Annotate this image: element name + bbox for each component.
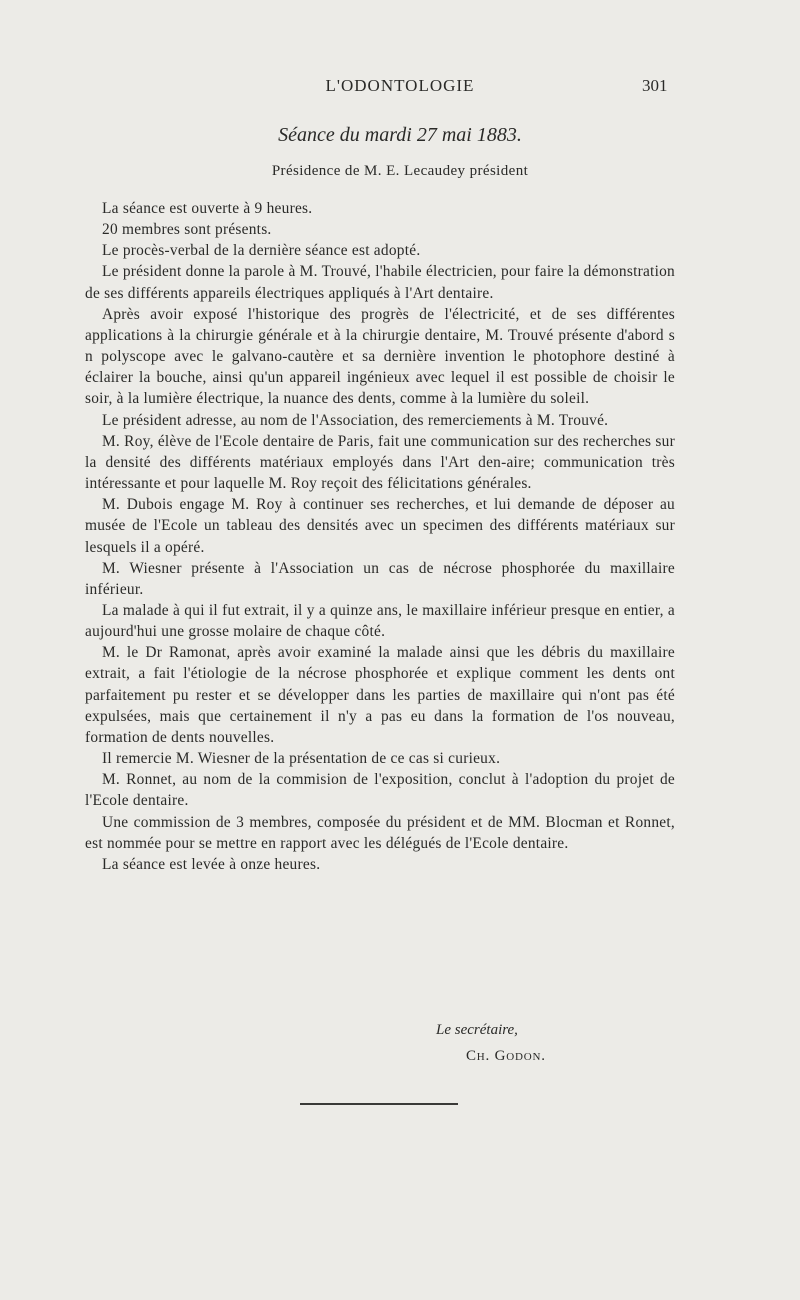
paragraph: La séance est ouverte à 9 heures. xyxy=(102,200,313,217)
paragraph: Le président adresse, au nom de l'Association, des remerciements à M. Trouvé. xyxy=(102,411,609,429)
signature-name: Ch. Godon. xyxy=(466,1048,546,1064)
running-head xyxy=(0,76,800,100)
paragraph: M. Roy, élève de l'Ecole dentaire de Paris, fait une communication sur des recherches sur la densité des différents matériaux employés dans l'Art den-aire; communication très intéressante et pour laquelle M. Roy reçoit des félicitations générales. xyxy=(85,432,675,493)
paragraph: Après avoir exposé l'historique des progrès de l'électricité, et de ses différentes applications à la chirurgie générale et à la chirurgie dentaire, M. Trouvé présente d'abord s n polyscope avec le galvano-cautère et sa dernière invention le photophore destiné à éclairer la bouche, ainsi qu'un appareil ingénieux avec lequel il est possible de choisir le soir, à la lumière électrique, la nuance des dents, comme à la lumière du soleil. xyxy=(85,305,675,408)
paragraph: 20 membres sont présents. xyxy=(102,221,272,239)
paragraph: La malade à qui il fut extrait, il y a quinze ans, le maxillaire inférieur presque en entier, a aujourd'hui une grosse molaire de chaque côté. xyxy=(85,601,675,641)
signature-role: Le secrétaire, xyxy=(436,1022,518,1038)
presidency-line: Présidence de M. E. Lecaudey président xyxy=(271,163,529,179)
page-number: 301 xyxy=(642,76,668,95)
paragraph: M. Ronnet, au nom de la commision de l'exposition, conclut à l'adoption du projet de l'Ecole dentaire. xyxy=(85,771,675,810)
paragraph: Le président donne la parole à M. Trouvé, l'habile électricien, pour faire la démonstration de ses différents appareils électriques appliqués à l'Art dentaire. xyxy=(85,263,675,302)
paragraph: M. Wiesner présente à l'Association un cas de nécrose phosphorée du maxillaire inférieur. xyxy=(85,559,675,598)
paragraph: Une commission de 3 membres, composée du président et de MM. Blocman et Ronnet, est nommée pour se mettre en rapport avec les délégués de l'Ecole dentaire. xyxy=(85,813,675,852)
paragraph: M. Dubois engage M. Roy à continuer ses recherches, et lui demande de déposer au musée de l'Ecole un tableau des densités avec un specimen des différents matériaux sur lesquels il a opéré. xyxy=(85,496,675,556)
paragraph: Le procès-verbal de la dernière séance est adopté. xyxy=(102,242,421,260)
paragraph: M. le Dr Ramonat, après avoir examiné la malade ainsi que les débris du maxillaire extrait, a fait l'étiologie de la nécrose phosphorée et explique comment les dents ont parfaitement pu rester et se développer dans les parties de maxillaire qui n'ont pas été expulsées, mais que certainement il n'y a pas eu dans la formation de l'os nouveau, formation de dents nouvelles. xyxy=(85,644,675,746)
minutes-body xyxy=(85,198,675,875)
closing-rule xyxy=(300,1103,458,1105)
paragraph: La séance est levée à onze heures. xyxy=(102,855,321,873)
running-title: L'ODONTOLOGIE xyxy=(325,76,475,95)
session-title: Séance du mardi 27 mai 1883. xyxy=(278,124,522,146)
paragraph: Il remercie M. Wiesner de la présentation de ce cas si curieux. xyxy=(102,750,501,768)
